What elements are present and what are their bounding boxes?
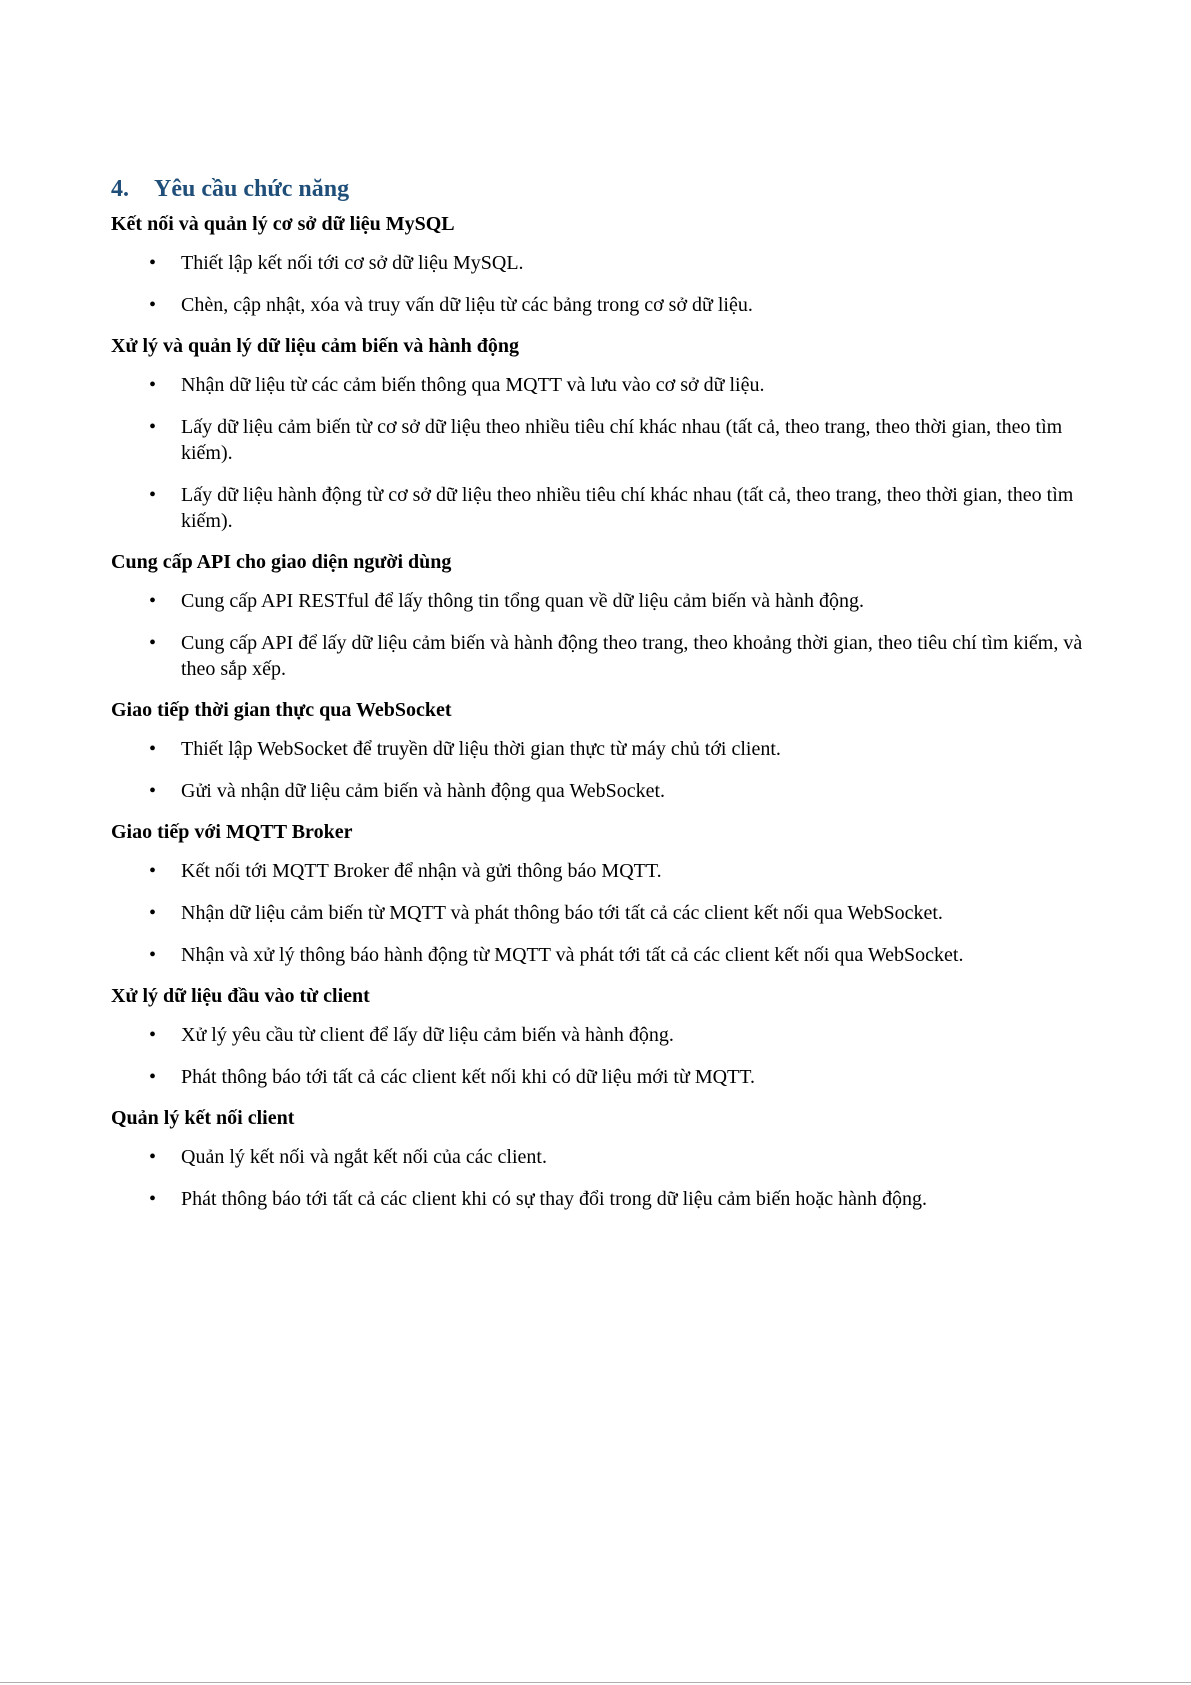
list-item-text: Kết nối tới MQTT Broker để nhận và gửi thông báo MQTT. — [181, 860, 662, 882]
bullet-icon: • — [149, 590, 157, 612]
list-item-text: Phát thông báo tới tất cả các client kết nối khi có dữ liệu mới từ MQTT. — [181, 1066, 755, 1088]
list-item — [111, 250, 1111, 276]
heading-title: Yêu cầu chức năng — [154, 176, 350, 202]
list-item — [111, 372, 1111, 398]
list-item-text: Quản lý kết nối và ngắt kết nối của các client. — [181, 1146, 547, 1168]
subsection-title-mysql: Kết nối và quản lý cơ sở dữ liệu MySQL — [111, 213, 455, 235]
list-item-text: Xử lý yêu cầu từ client để lấy dữ liệu cảm biến và hành động. — [181, 1024, 674, 1046]
list-item-text: Nhận và xử lý thông báo hành động từ MQTT và phát tới tất cả các client kết nối qua WebSocket. — [181, 944, 964, 966]
list-item-text: Cung cấp API RESTful để lấy thông tin tổng quan về dữ liệu cảm biến và hành động. — [181, 590, 864, 612]
list-item — [111, 414, 1111, 466]
bullet-icon: • — [149, 1024, 157, 1046]
bullet-icon: • — [149, 294, 157, 316]
bullet-icon: • — [149, 1066, 157, 1088]
bullet-icon: • — [149, 738, 157, 760]
list-item — [111, 292, 1111, 318]
list-item — [111, 736, 1111, 762]
subsection-title-client-input: Xử lý dữ liệu đầu vào từ client — [111, 985, 370, 1007]
bullet-list-sensor-data — [111, 372, 1111, 534]
bullet-icon: • — [149, 374, 157, 396]
list-item — [111, 942, 1111, 968]
list-item-text: Lấy dữ liệu cảm biến từ cơ sở dữ liệu theo nhiều tiêu chí khác nhau (tất cả, theo trang, theo thời gian, theo tìm kiếm). — [181, 416, 1063, 464]
heading-number: 4. — [111, 176, 129, 202]
list-item — [111, 1022, 1111, 1048]
bullet-icon: • — [149, 860, 157, 882]
subsection-title-sensor-data: Xử lý và quản lý dữ liệu cảm biến và hành động — [111, 335, 519, 357]
list-item — [111, 482, 1111, 534]
bullet-icon: • — [149, 416, 157, 438]
bullet-icon: • — [149, 1146, 157, 1168]
list-item-text: Nhận dữ liệu từ các cảm biến thông qua MQTT và lưu vào cơ sở dữ liệu. — [181, 374, 765, 396]
list-item — [111, 778, 1111, 804]
list-item-text: Gửi và nhận dữ liệu cảm biến và hành động qua WebSocket. — [181, 780, 666, 802]
list-item-text: Cung cấp API để lấy dữ liệu cảm biến và hành động theo trang, theo khoảng thời gian, theo tiêu chí tìm kiếm, và theo sắp xếp. — [181, 632, 1083, 680]
bullet-icon: • — [149, 484, 157, 506]
subsection-title-api: Cung cấp API cho giao diện người dùng — [111, 551, 452, 573]
bullet-list-client-input — [111, 1022, 1111, 1090]
list-item-text: Phát thông báo tới tất cả các client khi có sự thay đổi trong dữ liệu cảm biến hoặc hành động. — [181, 1188, 927, 1210]
bullet-list-client-connections — [111, 1144, 1111, 1212]
list-item — [111, 1064, 1111, 1090]
list-item-text: Thiết lập WebSocket để truyền dữ liệu thời gian thực từ máy chủ tới client. — [181, 738, 781, 760]
section-heading — [111, 174, 1111, 204]
list-item — [111, 1186, 1111, 1212]
bullet-icon: • — [149, 944, 157, 966]
bullet-icon: • — [149, 1188, 157, 1210]
bullet-icon: • — [149, 902, 157, 924]
subsection-title-client-connections: Quản lý kết nối client — [111, 1107, 295, 1129]
bullet-icon: • — [149, 252, 157, 274]
list-item-text: Thiết lập kết nối tới cơ sở dữ liệu MySQL. — [181, 252, 524, 274]
page-content — [111, 174, 1111, 1228]
list-item — [111, 630, 1111, 682]
subsection-title-websocket: Giao tiếp thời gian thực qua WebSocket — [111, 699, 452, 721]
bullet-icon: • — [149, 780, 157, 802]
bullet-icon: • — [149, 632, 157, 654]
list-item-text: Chèn, cập nhật, xóa và truy vấn dữ liệu từ các bảng trong cơ sở dữ liệu. — [181, 294, 753, 316]
list-item-text: Nhận dữ liệu cảm biến từ MQTT và phát thông báo tới tất cả các client kết nối qua WebSocket. — [181, 902, 943, 924]
list-item-text: Lấy dữ liệu hành động từ cơ sở dữ liệu theo nhiều tiêu chí khác nhau (tất cả, theo trang, theo thời gian, theo tìm kiếm). — [181, 484, 1074, 532]
bullet-list-mqtt — [111, 858, 1111, 968]
list-item — [111, 900, 1111, 926]
subsection-title-mqtt: Giao tiếp với MQTT Broker — [111, 821, 353, 843]
list-item — [111, 588, 1111, 614]
bullet-list-api — [111, 588, 1111, 682]
bullet-list-mysql — [111, 250, 1111, 318]
list-item — [111, 858, 1111, 884]
list-item — [111, 1144, 1111, 1170]
bullet-list-websocket — [111, 736, 1111, 804]
page-bottom-divider — [0, 1682, 1191, 1683]
